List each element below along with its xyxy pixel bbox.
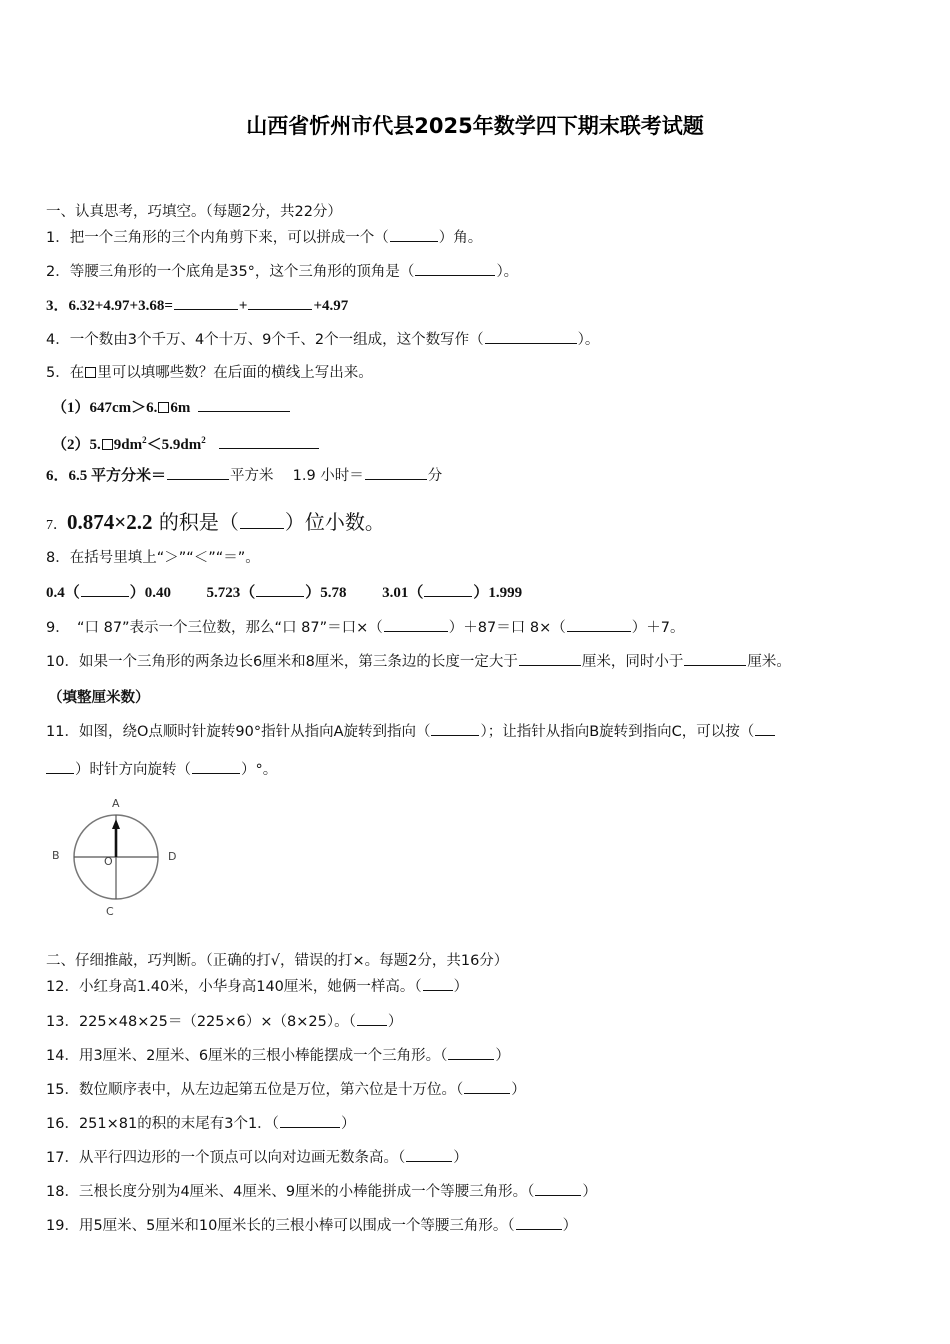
question-5: 5．在 里可以填哪些数？在后面的横线上写出来。 <box>46 365 373 381</box>
answer-blank[interactable] <box>256 582 304 597</box>
answer-blank[interactable] <box>516 1215 562 1230</box>
answer-blank[interactable] <box>431 721 479 736</box>
answer-blank[interactable] <box>192 759 240 774</box>
answer-blank[interactable] <box>464 1079 510 1094</box>
answer-blank[interactable] <box>365 465 427 480</box>
question-4: 4．一个数由3个千万、4个十万、9个千、2个一组成，这个数写作（ ）。 <box>46 329 599 350</box>
placeholder-box-icon <box>85 367 96 378</box>
question-5-part-2: （2）5. $9dm^2<5.9dm^2$ <box>52 430 320 455</box>
question-15: 15．数位顺序表中，从左边起第五位是万位，第六位是十万位。（ ） <box>46 1079 526 1100</box>
answer-blank[interactable] <box>423 976 453 991</box>
question-2: 2．等腰三角形的一个底角是35°，这个三角形的顶角是（ ）。 <box>46 261 518 282</box>
answer-blank[interactable] <box>357 1011 387 1026</box>
question-7: 7．0.874×2.2 的积是（ ）位小数。 <box>46 510 385 534</box>
circle-dial-icon <box>46 795 186 925</box>
answer-blank[interactable] <box>280 1113 340 1128</box>
answer-blank[interactable] <box>46 759 74 774</box>
answer-blank[interactable] <box>248 295 312 310</box>
rotation-dial-figure <box>46 795 186 925</box>
answer-blank[interactable] <box>485 329 577 344</box>
question-8: 8．在括号里填上“＞”“＜”“＝”。 <box>46 550 260 566</box>
answer-blank[interactable] <box>424 582 472 597</box>
answer-blank[interactable] <box>567 617 631 632</box>
answer-blank[interactable] <box>415 261 495 276</box>
question-9: 9． “口 87”表示一个三位数，那么“口 87”＝口×（ ）＋87＝口 8×（ ）＋7。 <box>46 617 684 638</box>
question-17: 17．从平行四边形的一个顶点可以向对边画无数条高。（ ） <box>46 1147 468 1168</box>
answer-blank[interactable] <box>519 651 581 666</box>
label-c: C <box>106 905 114 918</box>
placeholder-box-icon <box>102 439 113 450</box>
answer-blank[interactable] <box>81 582 129 597</box>
answer-blank[interactable] <box>535 1181 581 1196</box>
answer-blank[interactable] <box>198 397 290 412</box>
page-title: 山西省忻州市代县2025年数学四下期末联考试题 <box>246 114 704 138</box>
question-12: 12．小红身高1.40米，小华身高140厘米，她俩一样高。（ ） <box>46 976 468 997</box>
question-1: 1．把一个三角形的三个内角剪下来，可以拼成一个（ ）角。 <box>46 227 482 248</box>
question-18: 18．三根长度分别为4厘米、4厘米、9厘米的小棒能拼成一个等腰三角形。（ ） <box>46 1181 597 1202</box>
answer-blank[interactable] <box>684 651 746 666</box>
answer-blank[interactable] <box>384 617 448 632</box>
question-16: 16．251×81的积的末尾有3个1．（ ） <box>46 1113 355 1134</box>
label-a: A <box>112 797 120 810</box>
answer-blank[interactable] <box>755 721 775 736</box>
answer-blank[interactable] <box>167 465 229 480</box>
section2-heading: 二、仔细推敲，巧判断。（正确的打√，错误的打×。每题2分，共16分） <box>46 953 509 969</box>
question-11-line-1: 11．如图，绕O点顺时针旋转90°指针从指向A旋转到指向（ ）；让指针从指向B旋转到指向C，可以按（ <box>46 721 776 742</box>
section1-heading: 一、认真思考，巧填空。（每题2分，共22分） <box>46 204 342 220</box>
answer-blank[interactable] <box>448 1045 494 1060</box>
question-11-line-2: ）时针方向旋转（ ）°。 <box>46 759 277 780</box>
question-14: 14．用3厘米、2厘米、6厘米的三根小棒能摆成一个三角形。（ ） <box>46 1045 510 1066</box>
question-19: 19．用5厘米、5厘米和10厘米长的三根小棒可以围成一个等腰三角形。（ ） <box>46 1215 577 1236</box>
label-b: B <box>52 849 60 862</box>
label-d: D <box>168 850 177 863</box>
label-o: O <box>104 855 113 868</box>
answer-blank[interactable] <box>174 295 238 310</box>
question-5-part-1: （1）647cm＞6. 6m <box>52 397 291 418</box>
answer-blank[interactable] <box>390 227 438 242</box>
question-13: 13．225×48×25＝（225×6）×（8×25）。（ ） <box>46 1011 402 1032</box>
question-8-items: 0.4（ ）0.40 5.723（ ）5.78 3.01（ ）1.999 <box>46 582 522 603</box>
question-10: 10．如果一个三角形的两条边长6厘米和8厘米，第三条边的长度一定大于 厘米，同时小于 厘米。 <box>46 651 791 672</box>
question-3: 3．6.32+4.97+3.68= + +4.97 <box>46 295 348 316</box>
question-6: 6．6.5 平方分米＝ 平方米 1.9 小时＝ 分 <box>46 465 442 486</box>
answer-blank[interactable] <box>406 1147 452 1162</box>
answer-blank[interactable] <box>240 510 284 529</box>
answer-blank[interactable] <box>219 434 319 449</box>
question-10-note: （填整厘米数） <box>48 690 150 706</box>
placeholder-box-icon <box>158 402 169 413</box>
